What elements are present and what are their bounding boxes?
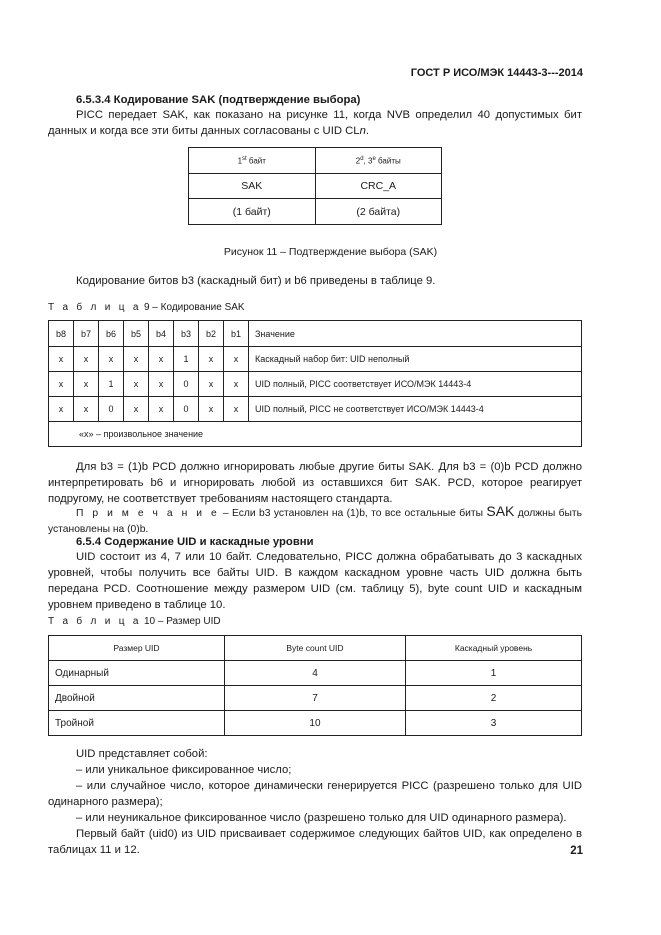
table9-cell: x bbox=[74, 372, 99, 397]
note-sak: SAK bbox=[486, 503, 515, 519]
table9-cell: x bbox=[224, 347, 249, 372]
table9-cell: x bbox=[74, 347, 99, 372]
table-9 bbox=[48, 320, 582, 447]
table9-cell: x bbox=[199, 397, 224, 422]
list-item: – или неуникальное фиксированное число (разрешено только для UID одинарного размера). bbox=[76, 812, 567, 824]
paragraph-b3-rules: Для b3 = (1)b PCD должно игнорировать любые другие биты SAK. Для b3 = (0)b PCD должно интерпретировать b6 и игнорировать любой из оставшихся бит SAK. PCD, которое реагирует подругому, не соответствует требованиям настоящего стандарта. bbox=[48, 461, 582, 505]
table-row bbox=[49, 347, 582, 372]
table9-cell: x bbox=[199, 372, 224, 397]
section-title-6534: 6.5.3.4 Кодирование SAK (подтверждение выбора) bbox=[76, 94, 361, 106]
table-row bbox=[49, 686, 582, 711]
note-text: – Если b3 установлен на (1)b, то все остальные биты bbox=[219, 508, 487, 519]
note bbox=[48, 503, 582, 538]
table9-cell: x bbox=[224, 372, 249, 397]
table10-header: Размер UID bbox=[49, 636, 225, 661]
table9-header: b7 bbox=[74, 321, 99, 347]
table-10 bbox=[48, 635, 582, 736]
table10-cell: 7 bbox=[224, 686, 405, 711]
table9-cell: UID полный, PICC соответствует ИСО/МЭК 14443-4 bbox=[249, 372, 582, 397]
table9-header: Значение bbox=[249, 321, 582, 347]
table9-cell: x bbox=[49, 347, 74, 372]
table10-cell: 2 bbox=[406, 686, 582, 711]
table9-cell: x bbox=[149, 347, 174, 372]
fig11-header-2: 2$^d$, 3e байты bbox=[315, 148, 442, 174]
table10-cell: 3 bbox=[406, 711, 582, 736]
table10-cell: 1 bbox=[406, 661, 582, 686]
note-label: П р и м е ч а н и е bbox=[76, 508, 220, 519]
table9-cell: x bbox=[149, 372, 174, 397]
paragraph-sak-text: PICC передает SAK, как показано на рисунке 11, когда NVB определил 40 допустимых бит данных и когда все эти биты данных согласованы с UID CL bbox=[48, 109, 582, 137]
fig11-cell: (1 байт) bbox=[189, 199, 316, 225]
table10-cell: Двойной bbox=[49, 686, 225, 711]
paragraph-first-byte: Первый байт (uid0) из UID присваивает содержимое следующих байтов UID, как определено в таблицах 11 и 12. bbox=[48, 828, 582, 856]
document-header: ГОСТ Р ИСО/МЭК 14443-3---2014 bbox=[410, 67, 583, 79]
list-item: – или уникальное фиксированное число; bbox=[76, 764, 292, 776]
table9-cell: 0 bbox=[99, 397, 124, 422]
table9-cell: UID полный, PICC не соответствует ИСО/МЭК 14443-4 bbox=[249, 397, 582, 422]
table-row bbox=[49, 711, 582, 736]
table9-cell: x bbox=[49, 397, 74, 422]
table10-header: Каскадный уровень bbox=[406, 636, 582, 661]
table9-cell: x bbox=[49, 372, 74, 397]
paragraph-sak: PICC передает SAK, как показано на рисунке 11, когда NVB определил 40 допустимых бит данных и когда все эти биты данных согласованы с UID CLn. bbox=[48, 109, 582, 137]
table9-header: b4 bbox=[149, 321, 174, 347]
table9-cell: x bbox=[124, 397, 149, 422]
table-10-caption: Т а б л и ц а 10 – Размер UID bbox=[48, 616, 221, 627]
table9-cell: x bbox=[124, 347, 149, 372]
table9-cell: x bbox=[199, 347, 224, 372]
table9-cell: 1 bbox=[174, 347, 199, 372]
table9-header: b5 bbox=[124, 321, 149, 347]
figure-11-table bbox=[188, 147, 442, 225]
table9-header: b1 bbox=[224, 321, 249, 347]
table9-cell: x bbox=[224, 397, 249, 422]
fig11-cell: CRC_A bbox=[315, 174, 442, 199]
table9-header: b6 bbox=[99, 321, 124, 347]
table9-cell: 0 bbox=[174, 397, 199, 422]
table9-cell: x bbox=[99, 347, 124, 372]
fig11-cell: SAK bbox=[189, 174, 316, 199]
list-item: – или случайное число, которое динамически генерируется PICC (разрешено только для UID одинарного размера); bbox=[48, 780, 582, 808]
uid-intro: UID представляет собой: bbox=[76, 748, 208, 760]
table-row bbox=[49, 372, 582, 397]
table9-cell: 1 bbox=[99, 372, 124, 397]
fig11-cell: (2 байта) bbox=[315, 199, 442, 225]
table9-cell: x bbox=[74, 397, 99, 422]
paragraph-uid: UID состоит из 4, 7 или 10 байт. Следовательно, PICC должна обрабатывать до 3 каскадных уровней, чтобы получить все байты UID. В каждом каскадном уровне часть UID должна быть передана PCD. Соотношение между размером UID (см. таблицу 5), byte count UID и каскадным уровнем приведено в таблице 10. bbox=[48, 551, 582, 611]
table9-cell: Каскадный набор бит: UID неполный bbox=[249, 347, 582, 372]
table9-cell: x bbox=[149, 397, 174, 422]
table9-header: b8 bbox=[49, 321, 74, 347]
table10-cell: 10 bbox=[224, 711, 405, 736]
table-row bbox=[49, 397, 582, 422]
table10-cell: Одинарный bbox=[49, 661, 225, 686]
table9-footnote: «x» – произвольное значение bbox=[49, 422, 582, 447]
fig11-header-1: 1st байт bbox=[189, 148, 316, 174]
page-number: 21 bbox=[570, 845, 583, 857]
table9-cell: 0 bbox=[174, 372, 199, 397]
note-text-end: должны быть установлены на (0)b. bbox=[48, 508, 583, 535]
table9-cell: x bbox=[124, 372, 149, 397]
figure-11-caption: Рисунок 11 – Подтверждение выбора (SAK) bbox=[223, 246, 438, 258]
table-9-caption: Т а б л и ц а 9 – Кодирование SAK bbox=[48, 302, 245, 313]
table9-header: b2 bbox=[199, 321, 224, 347]
table10-cell: Тройной bbox=[49, 711, 225, 736]
section-title-654: 6.5.4 Содержание UID и каскадные уровни bbox=[76, 536, 314, 548]
table10-header: Byte count UID bbox=[224, 636, 405, 661]
table-row bbox=[49, 661, 582, 686]
table10-cell: 4 bbox=[224, 661, 405, 686]
table9-header: b3 bbox=[174, 321, 199, 347]
paragraph-b3-b6: Кодирование битов b3 (каскадный бит) и b6 приведены в таблице 9. bbox=[76, 275, 436, 287]
